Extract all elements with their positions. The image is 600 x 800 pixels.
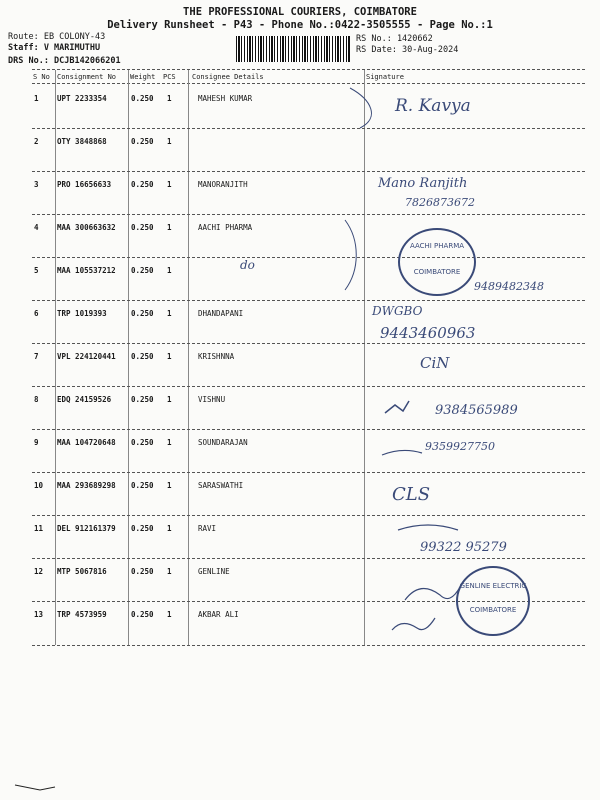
- row-weight: 0.250: [131, 309, 154, 318]
- row-consignment: VPL 224120441: [57, 352, 116, 361]
- row-consignee: KRISHNNA: [198, 352, 235, 361]
- row-sno: 9: [34, 438, 39, 447]
- row-consignment: OTY 3848868: [57, 137, 107, 146]
- row-pcs: 1: [167, 352, 172, 361]
- row-sno: 11: [34, 524, 44, 533]
- row-pcs: 1: [167, 309, 172, 318]
- row-consignment: MTP 5067816: [57, 567, 107, 576]
- signature-row-9-phone: 9359927750: [425, 440, 495, 453]
- row-consignment: MAA 300663632: [57, 223, 116, 232]
- col-pcs: PCS: [163, 73, 176, 81]
- row-consignment: MAA 104720648: [57, 438, 116, 447]
- row-sno: 6: [34, 309, 39, 318]
- col-consignment: Consignment No: [57, 73, 117, 81]
- row-weight: 0.250: [131, 567, 154, 576]
- company-title: THE PROFESSIONAL COURIERS, COIMBATORE: [183, 6, 417, 18]
- signature-scrawl-9: [382, 450, 422, 455]
- signature-scrawl-12: [405, 587, 460, 600]
- row-pcs: 1: [167, 524, 172, 533]
- row-sno: 3: [34, 180, 39, 189]
- rs-number: RS No.: 1420662: [356, 34, 433, 44]
- row-consignment: MAA 293689298: [57, 481, 116, 490]
- signature-row-7: CiN: [420, 354, 450, 372]
- row-consignee: AKBAR ALI: [198, 610, 239, 619]
- row-pcs: 1: [167, 223, 172, 232]
- route-label: Route: EB COLONY-43: [8, 32, 106, 42]
- row-weight: 0.250: [131, 180, 154, 189]
- ditto-mark-row-5: do: [240, 258, 255, 272]
- row-sno: 5: [34, 266, 39, 275]
- row-consignee: SARASWATHI: [198, 481, 244, 490]
- bracket-scribble-2: [345, 220, 356, 290]
- row-sno: 7: [34, 352, 39, 361]
- row-pcs: 1: [167, 94, 172, 103]
- row-weight: 0.250: [131, 266, 154, 275]
- signature-row-6-phone: 9443460963: [380, 324, 476, 342]
- col-consignee: Consignee Details: [192, 73, 264, 81]
- signature-scrawl-13: [392, 618, 435, 630]
- row-consignee: MANORANJITH: [198, 180, 248, 189]
- row-consignee: MAHESH KUMAR: [198, 94, 253, 103]
- signature-scrawl-11: [398, 525, 458, 530]
- signature-row-11-phone: 99322 95279: [420, 540, 507, 555]
- row-pcs: 1: [167, 395, 172, 404]
- signature-row-3-name: Mano Ranjith: [378, 176, 468, 191]
- row-consignment: TRP 4573959: [57, 610, 107, 619]
- row-consignee: VISHNU: [198, 395, 226, 404]
- row-weight: 0.250: [131, 395, 154, 404]
- drs-number: DRS No.: DCJB142066201: [8, 56, 121, 66]
- staff-label: Staff: V MARIMUTHU: [8, 43, 101, 53]
- row-pcs: 1: [167, 610, 172, 619]
- signature-row-3-phone: 7826873672: [405, 196, 475, 209]
- row-weight: 0.250: [131, 137, 154, 146]
- signature-row-6-name: DWGBO: [372, 304, 423, 318]
- rs-date: RS Date: 30-Aug-2024: [356, 45, 459, 55]
- stamp-text: GENLINE ELECTRIC: [459, 582, 527, 590]
- edge-mark: [15, 785, 55, 790]
- signature-row-1: R. Kavya: [395, 96, 471, 116]
- row-weight: 0.250: [131, 438, 154, 447]
- row-weight: 0.250: [131, 94, 154, 103]
- row-consignment: EDQ 24159526: [57, 395, 112, 404]
- stamp-text: COIMBATORE: [469, 606, 517, 614]
- row-sno: 2: [34, 137, 39, 146]
- row-sno: 12: [34, 567, 44, 576]
- row-consignment: DEL 912161379: [57, 524, 116, 533]
- row-pcs: 1: [167, 137, 172, 146]
- row-pcs: 1: [167, 438, 172, 447]
- row-consignment: TRP 1019393: [57, 309, 107, 318]
- row-pcs: 1: [167, 266, 172, 275]
- col-weight: Weight: [130, 73, 156, 81]
- row-pcs: 1: [167, 180, 172, 189]
- row-weight: 0.250: [131, 481, 154, 490]
- row-weight: 0.250: [131, 610, 154, 619]
- row-sno: 8: [34, 395, 39, 404]
- signature-row-5-phone: 9489482348: [474, 280, 544, 293]
- row-consignment: MAA 105537212: [57, 266, 116, 275]
- col-sno: S No: [33, 73, 50, 81]
- row-sno: 13: [34, 610, 44, 619]
- stamp-text: AACHI PHARMA: [409, 242, 465, 250]
- runsheet-subtitle: Delivery Runsheet - P43 - Phone No.:0422-3505555 - Page No.:1: [107, 19, 493, 31]
- signature-scrawl-8: [385, 401, 409, 413]
- signature-row-10: CLS: [392, 484, 431, 505]
- row-pcs: 1: [167, 481, 172, 490]
- row-weight: 0.250: [131, 524, 154, 533]
- row-consignee: RAVI: [198, 524, 217, 533]
- row-sno: 10: [34, 481, 44, 490]
- row-consignee: GENLINE: [198, 567, 230, 576]
- bracket-scribble-1: [350, 88, 371, 128]
- row-pcs: 1: [167, 567, 172, 576]
- row-sno: 1: [34, 94, 39, 103]
- row-weight: 0.250: [131, 352, 154, 361]
- row-consignee: AACHI PHARMA: [198, 223, 253, 232]
- signature-row-8-phone: 9384565989: [435, 403, 518, 418]
- row-consignment: UPT 2233354: [57, 94, 107, 103]
- row-consignee: SOUNDARAJAN: [198, 438, 248, 447]
- stamp-text: COIMBATORE: [413, 268, 461, 276]
- row-consignee: DHANDAPANI: [198, 309, 244, 318]
- row-consignment: PRO 16656633: [57, 180, 112, 189]
- row-sno: 4: [34, 223, 39, 232]
- col-signature: Signature: [366, 73, 404, 81]
- row-weight: 0.250: [131, 223, 154, 232]
